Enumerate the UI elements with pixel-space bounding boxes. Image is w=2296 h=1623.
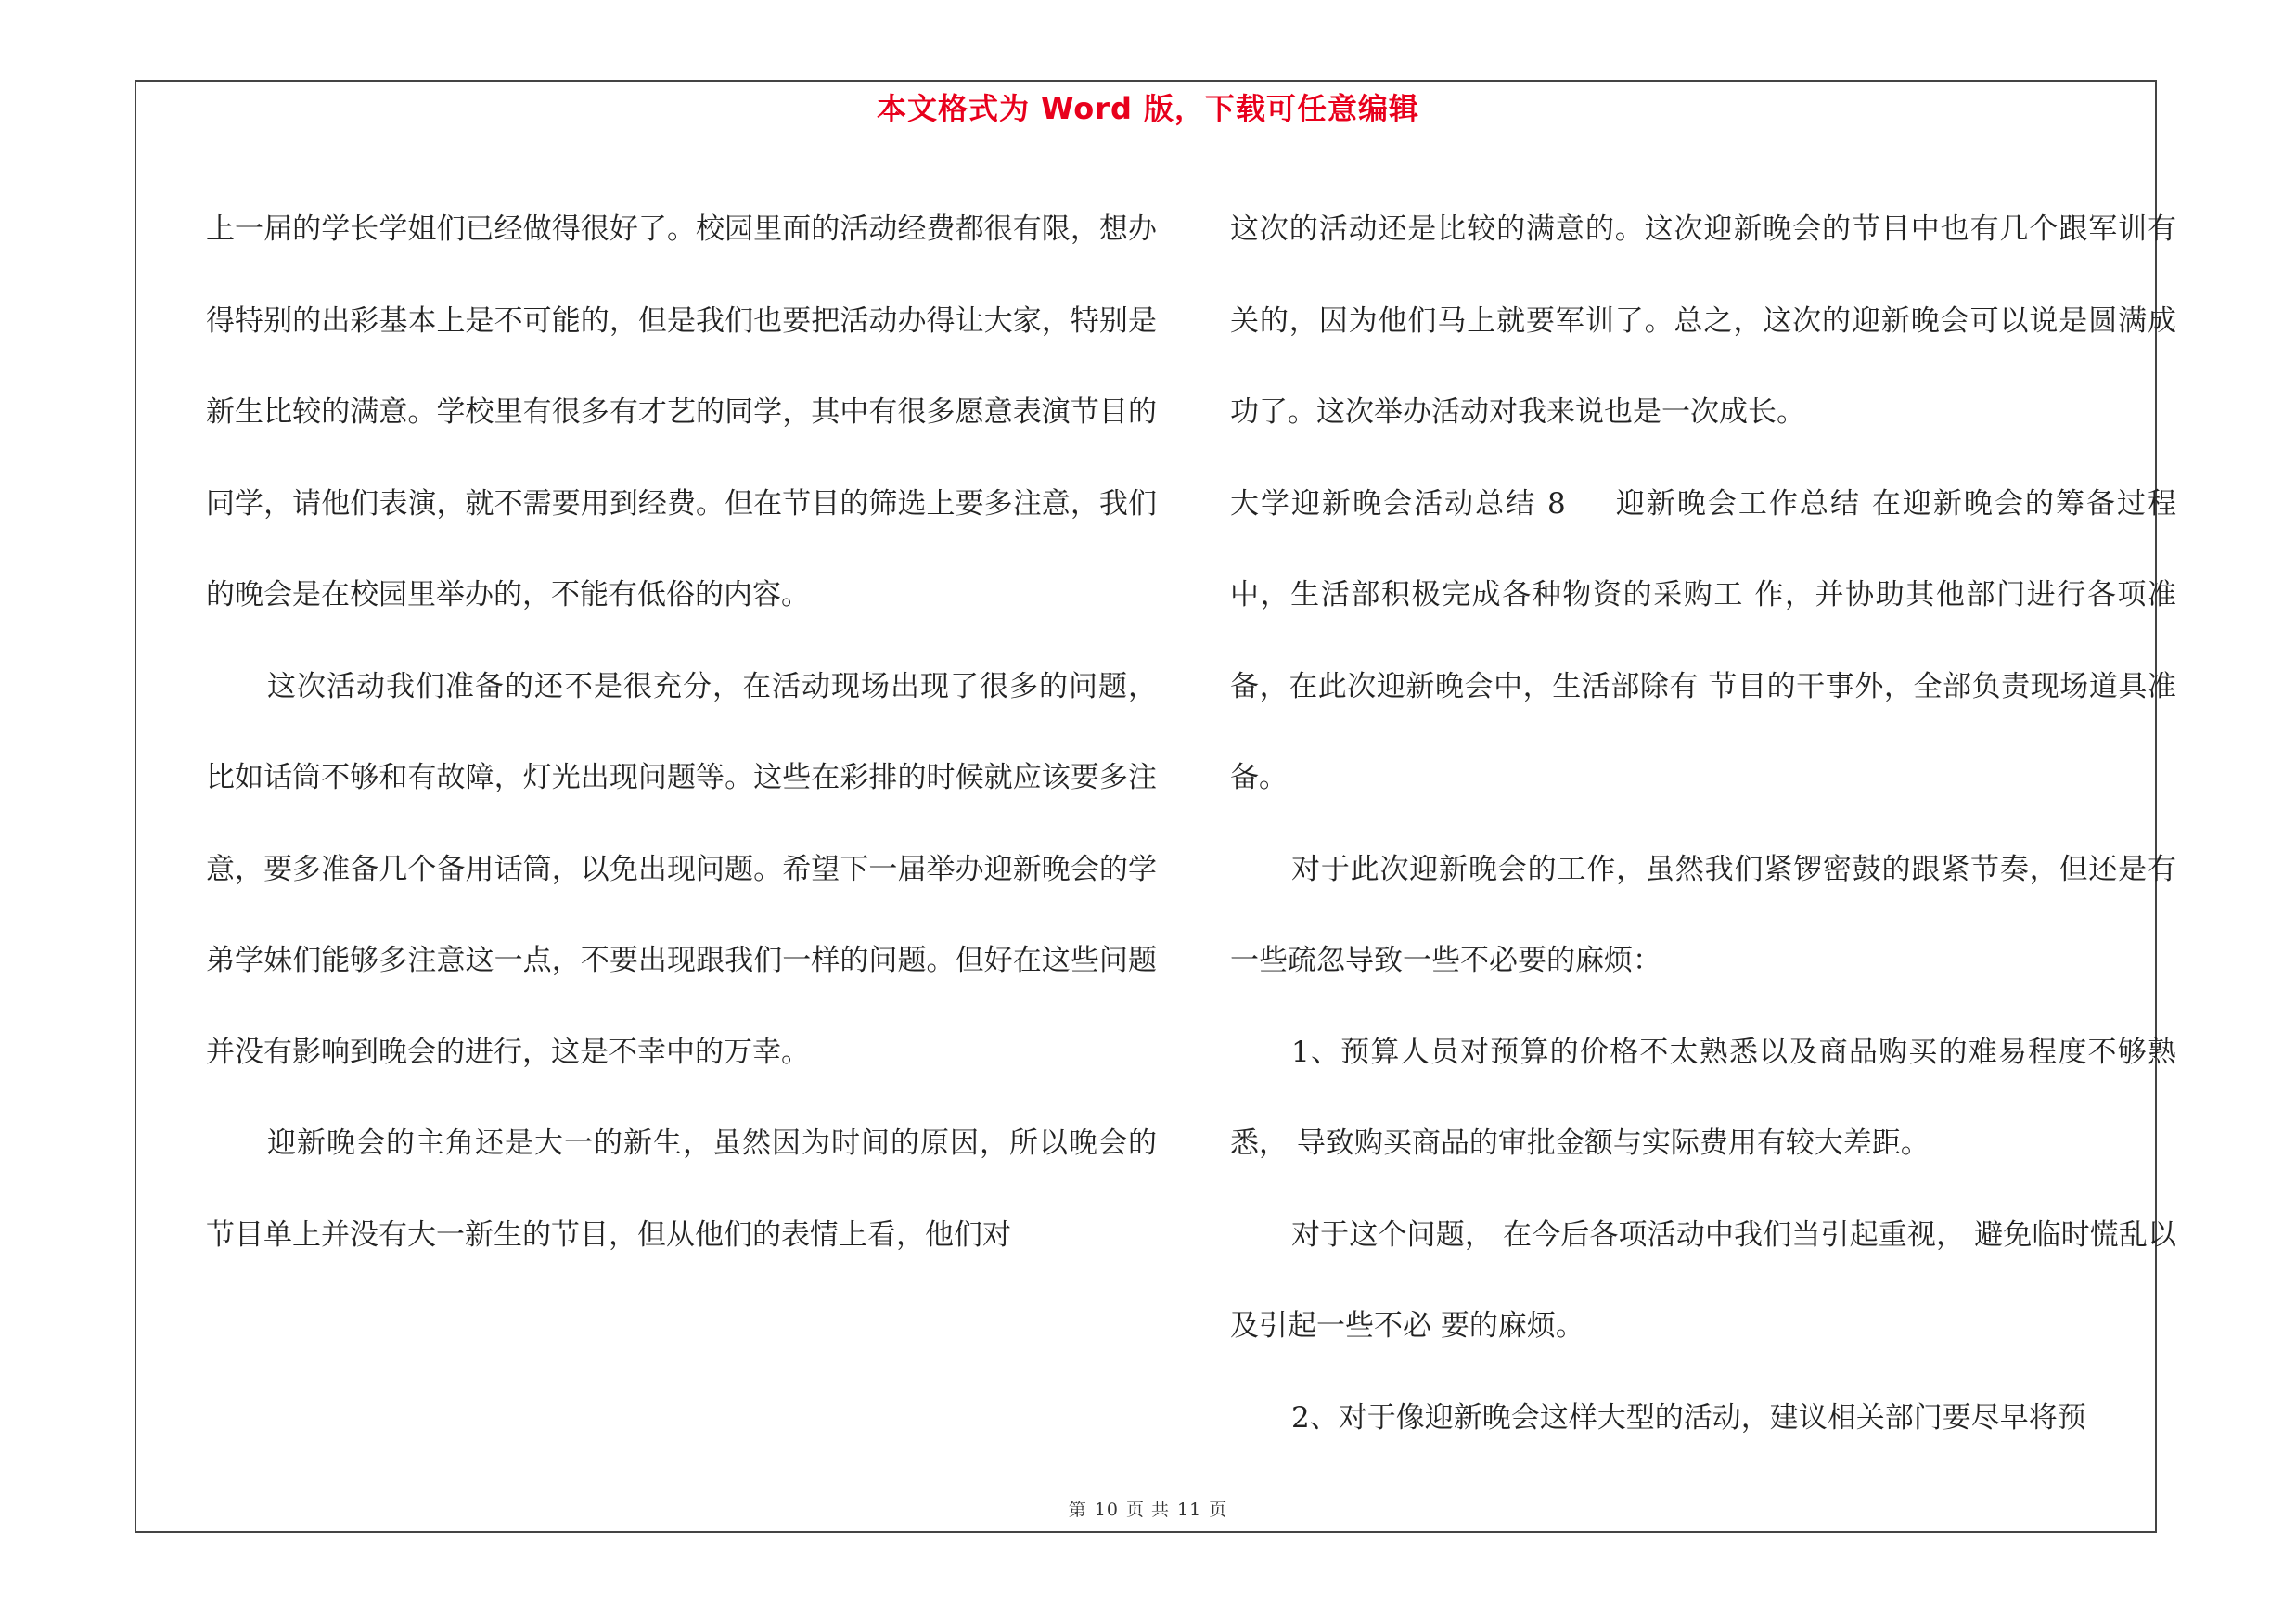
paragraph: 这次的活动还是比较的满意的。这次迎新晚会的节目中也有几个跟军训有关的，因为他们马上就要军训了。总之，这次的迎新晚会可以说是圆满成功了。这次举办活动对我来说也是一次成长。: [1230, 213, 2176, 429]
paragraph: 对于此次迎新晚会的工作，虽然我们紧锣密鼓的跟紧节奏，但还是有一些疏忽导致一些不必要的麻烦：: [1230, 852, 2176, 977]
left-column: [206, 184, 1157, 1281]
section-title: 大学迎新晚会活动总结 8: [1230, 486, 1566, 521]
footer-suffix: 页: [1209, 1500, 1228, 1520]
total-pages: 11: [1177, 1500, 1202, 1520]
paragraph: 迎新晚会的主角还是大一的新生，虽然因为时间的原因，所以晚会的节目单上并没有大一新生的节目，但从他们的表情上看，他们对: [206, 1127, 1157, 1252]
word-format-banner: 本文格式为 Word 版，下载可任意编辑: [876, 91, 1420, 126]
paragraph: 对于这个问题， 在今后各项活动中我们当引起重视， 避免临时慌乱以及引起一些不必 要的麻烦。: [1230, 1217, 2176, 1343]
list-item: 2、对于像迎新晚会这样大型的活动，建议相关部门要尽早将预: [1291, 1400, 2086, 1435]
right-column: [1230, 184, 2176, 1463]
footer-prefix: 第: [1068, 1500, 1087, 1520]
current-page: 10: [1094, 1500, 1119, 1520]
paragraph: 上一届的学长学姐们已经做得很好了。校园里面的活动经费都很有限，想办得特别的出彩基本上是不可能的，但是我们也要把活动办得让大家，特别是新生比较的满意。学校里有很多有才艺的同学，其中有很多愿意表演节目的同学，请他们表演，就不需要用到经费。但在节目的筛选上要多注意，我们的晚会是在校园里举办的，不能有低俗的内容。: [206, 213, 1157, 612]
page-number-footer: [0, 1496, 2296, 1521]
footer-middle: 页 共: [1125, 1500, 1171, 1520]
paragraph: 这次活动我们准备的还不是很充分，在活动现场出现了很多的问题，比如话筒不够和有故障，灯光出现问题等。这些在彩排的时候就应该要多注意，要多准备几个备用话筒，以免出现问题。希望下一届举办迎新晚会的学弟学妹们能够多注意这一点，不要出现跟我们一样的问题。但好在这些问题并没有影响到晚会的进行，这是不幸中的万幸。: [206, 669, 1157, 1069]
section-body: 迎新晚会工作总结 在迎新晚会的筹备过程中，生活部积极完成各种物资的采购工 作，并协助其他部门进行各项准备，在此次迎新晚会中，生活部除有 节目的干事外，全部负责现场道具准备。: [1230, 486, 2177, 794]
section-paragraph: [1230, 458, 2176, 824]
list-item: 1、预算人员对预算的价格不太熟悉以及商品购买的难易程度不够熟 悉， 导致购买商品的审批金额与实际费用有较大差距。: [1230, 1035, 2176, 1160]
